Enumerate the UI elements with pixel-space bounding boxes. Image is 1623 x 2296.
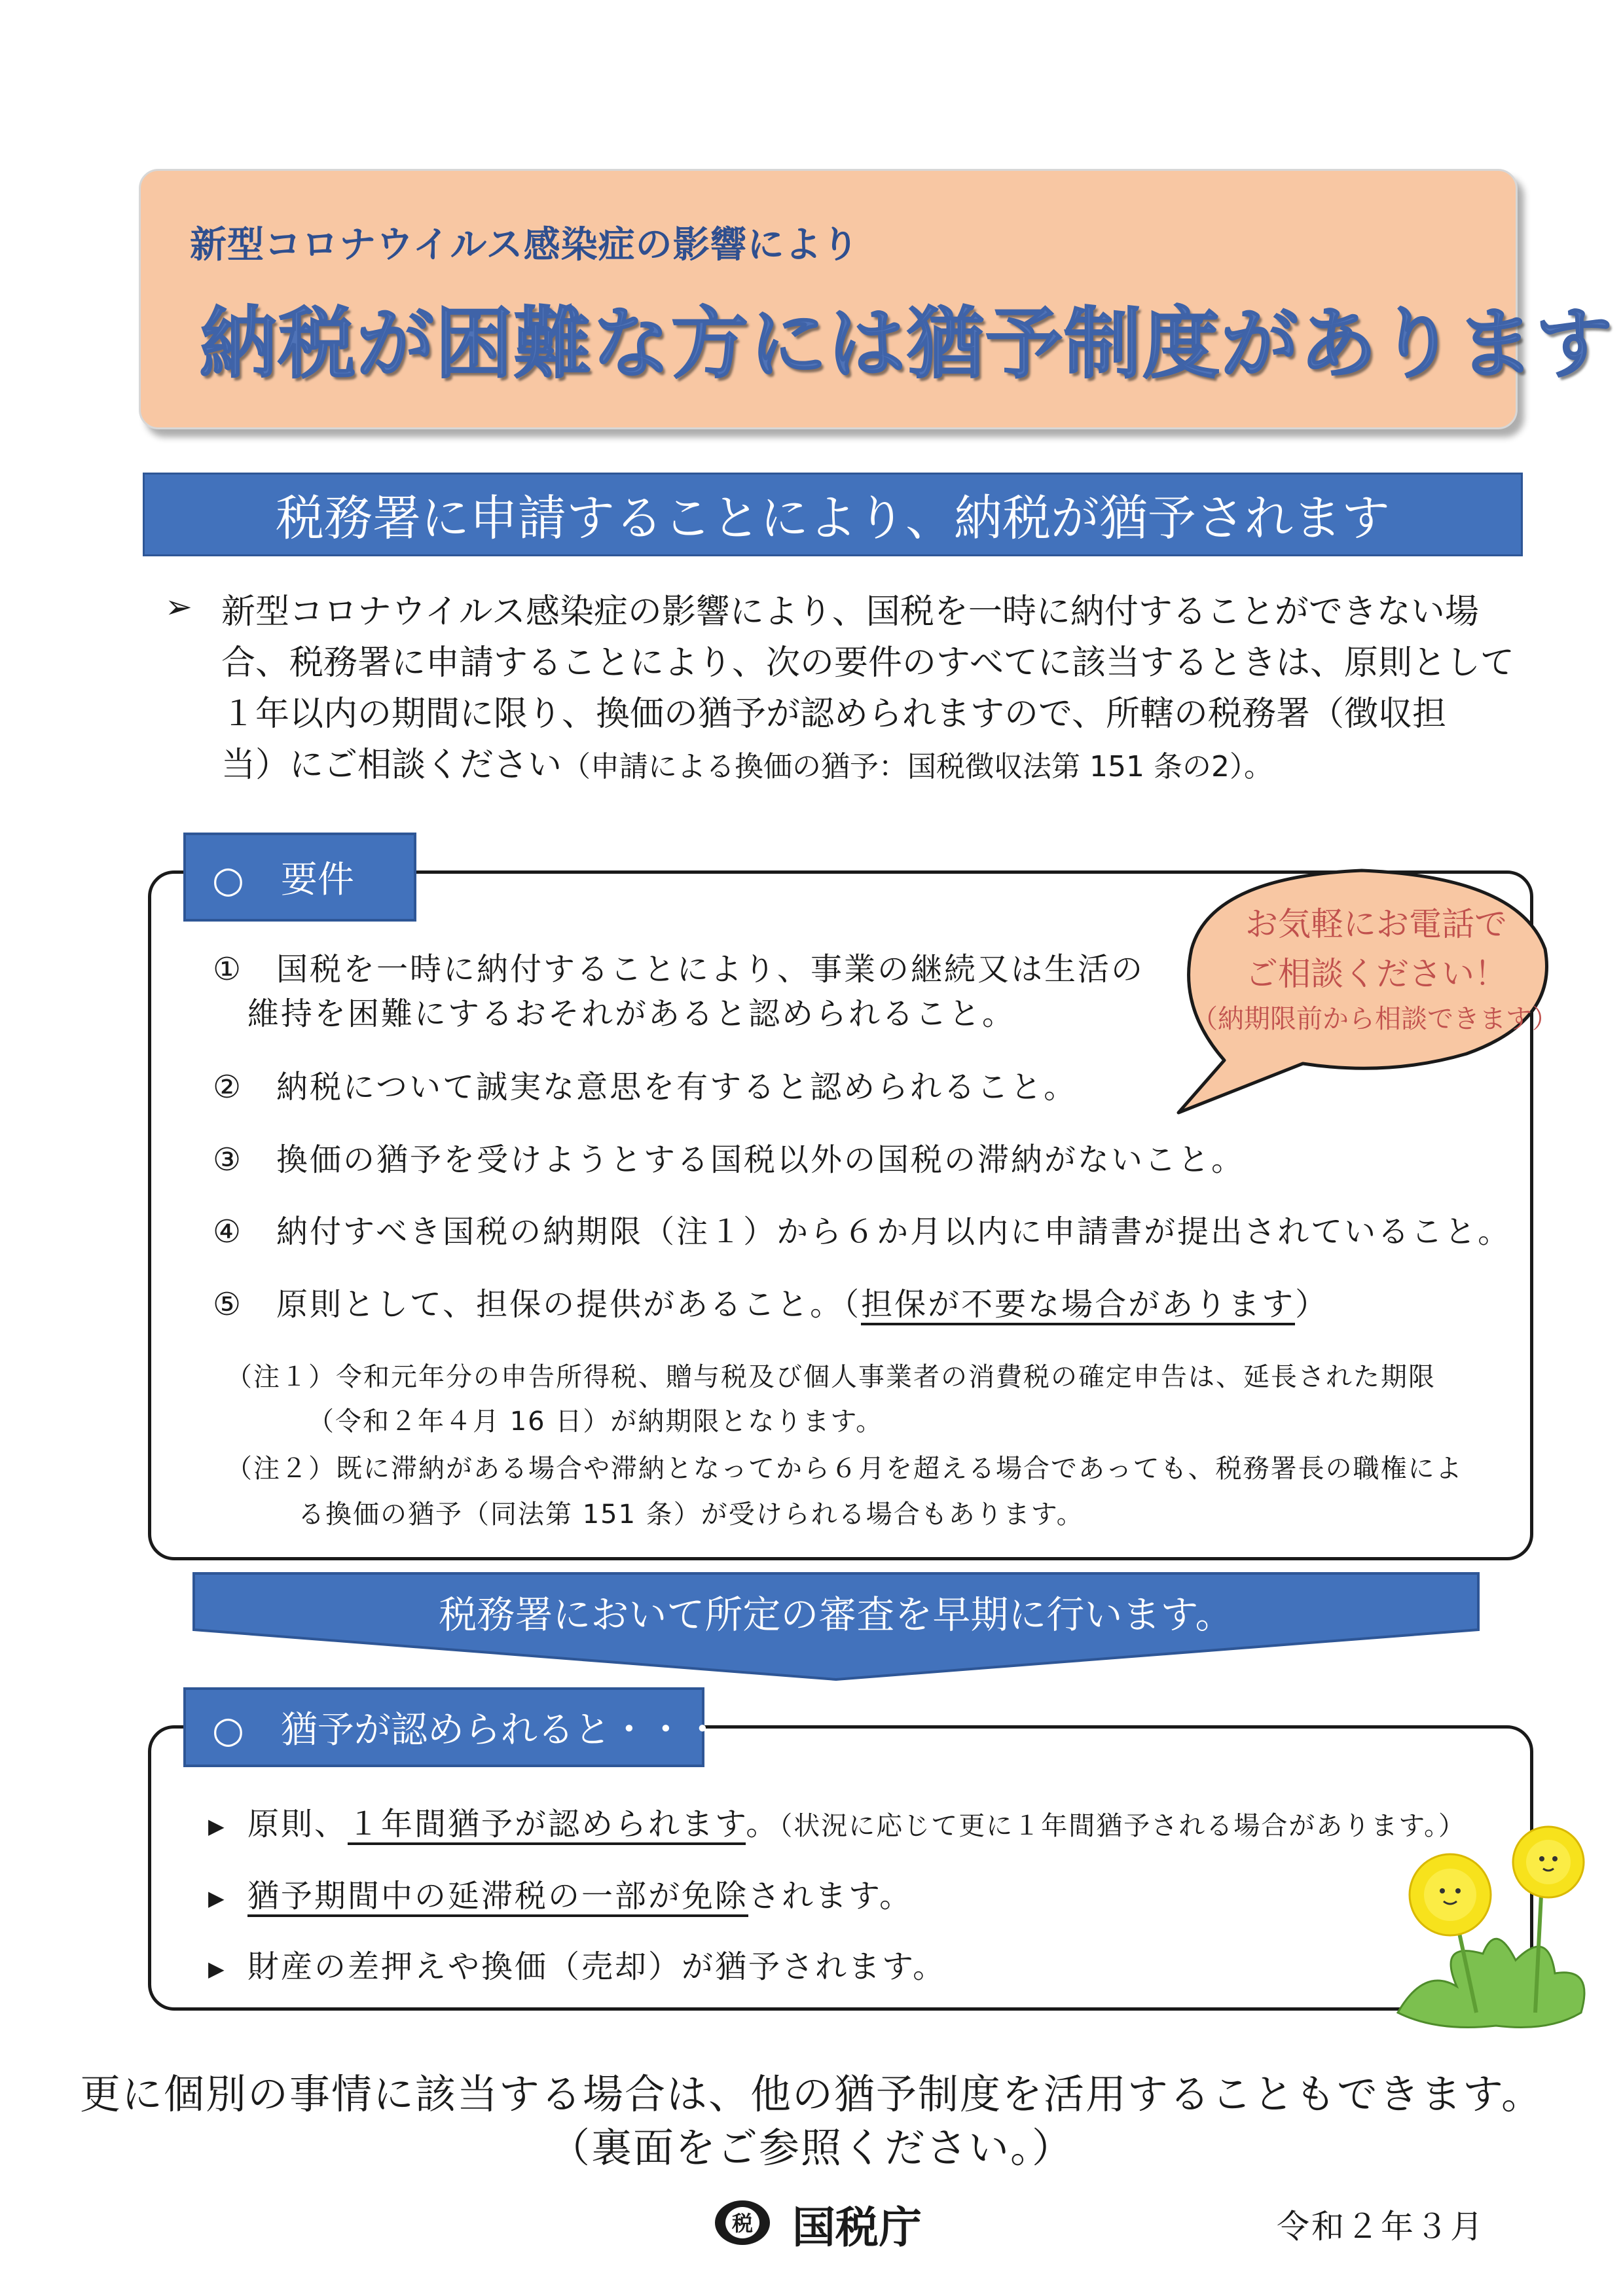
requirement-4: ④ 納付すべき国税の納期限（注１）から６か月以内に申請書が提出されていること。 (213, 1213, 1512, 1250)
arrow-banner-text: 税務署において所定の審査を早期に行います。 (439, 1592, 1233, 1637)
header-subtitle: 新型コロナウイルス感染症の影響により (190, 224, 860, 266)
requirement-5-text: ⑤ 原則として、担保の提供があること。（ (213, 1286, 862, 1323)
note-1-cont: （令和２年４月 16 日）が納期限となります。 (308, 1407, 884, 1437)
bubble-line-2: ご相談ください！ (1245, 955, 1507, 993)
requirement-2: ② 納税について誠実な意思を有すると認められること。 (213, 1069, 1078, 1105)
triangle-bullet-icon: ▶ (208, 1814, 227, 1839)
benefit-1 (208, 1799, 1466, 1844)
requirement-5-close: ） (1295, 1286, 1329, 1323)
footer-note: 更に個別の事情に該当する場合は、他の猶予制度を活用することもできます。 (79, 2070, 1544, 2118)
benefit-1-note: （状況に応じて更に１年間猶予される場合があります。） (779, 1811, 1467, 1841)
requirement-5 (213, 1279, 1328, 1324)
issue-date: 令和２年３月 (1277, 2208, 1485, 2246)
dandelion-flowers-icon (1385, 1823, 1601, 2039)
intro-legal-reference: （申請による換価の猶予：国税徴収法第 151 条の2）。 (562, 750, 1273, 783)
bubble-line-1: お気軽にお電話で (1245, 905, 1507, 943)
benefit-1-prefix: 原則、 (247, 1806, 348, 1842)
requirement-1-cont: 維持を困難にするおそれがあると認められること。 (247, 996, 1016, 1032)
triangle-bullet-icon: ▶ (208, 1956, 227, 1981)
intro-line: 新型コロナウイルス感染症の影響により、国税を一時に納付することができない場 (221, 592, 1479, 632)
bubble-line-3: （納期限前から相談できます） (1192, 1004, 1558, 1034)
intro-line: 合、税務署に申請することにより、次の要件のすべてに該当するときは、原則として (221, 643, 1514, 683)
requirements-tab: ○ 要件 (183, 833, 416, 922)
benefit-2 (208, 1871, 913, 1916)
intro-paragraph (221, 586, 1524, 793)
note-2-cont: る換価の猶予（同法第 151 条）が受けられる場合もあります。 (298, 1499, 1084, 1530)
intro-last-line: 当）にご相談ください (221, 745, 562, 785)
section-banner: 税務署に申請することにより、納税が猶予されます (143, 473, 1523, 556)
requirement-3: ③ 換価の猶予を受けようとする国税以外の国税の滞納がないこと。 (213, 1141, 1245, 1178)
benefit-2-underlined: 猶予期間中の延滞税の一部が免除 (247, 1878, 748, 1917)
arrow-bullet-icon: ➢ (165, 588, 192, 626)
benefits-tab: ○ 猶予が認められると・・・ (183, 1687, 704, 1767)
intro-line (221, 740, 1524, 793)
logo-character: 税 (731, 2211, 754, 2236)
page-title: 納税が困難な方には猶予制度があります (200, 298, 1614, 389)
intro-line: １年以内の期間に限り、換価の猶予が認められますので、所轄の税務署（徴収担 (221, 694, 1446, 734)
footer-reference: （裏面をご参照ください。） (549, 2124, 1074, 2172)
benefit-2-suffix: されます。 (748, 1878, 913, 1914)
note-1: （注１）令和元年分の申告所得税、贈与税及び個人事業者の消費税の確定申告は、延長された期限 (226, 1362, 1436, 1392)
triangle-bullet-icon: ▶ (208, 1886, 227, 1910)
benefit-1-underlined: １年間猶予が認められます (348, 1806, 746, 1845)
requirement-1: ① 国税を一時に納付することにより、事業の継続又は生活の (213, 951, 1145, 988)
benefit-3-text: 財産の差押えや換価（売却）が猶予されます。 (247, 1948, 947, 1985)
benefit-3 (208, 1941, 946, 1986)
note-2: （注２）既に滞納がある場合や滞納となってから６月を超える場合であっても、税務署長の職権によ (226, 1454, 1463, 1484)
requirement-5-underlined: 担保が不要な場合があります (861, 1286, 1295, 1325)
nta-logo-icon (714, 2198, 771, 2248)
agency-name: 国税庁 (792, 2202, 922, 2253)
benefit-1-suffix: 。 (746, 1806, 780, 1842)
